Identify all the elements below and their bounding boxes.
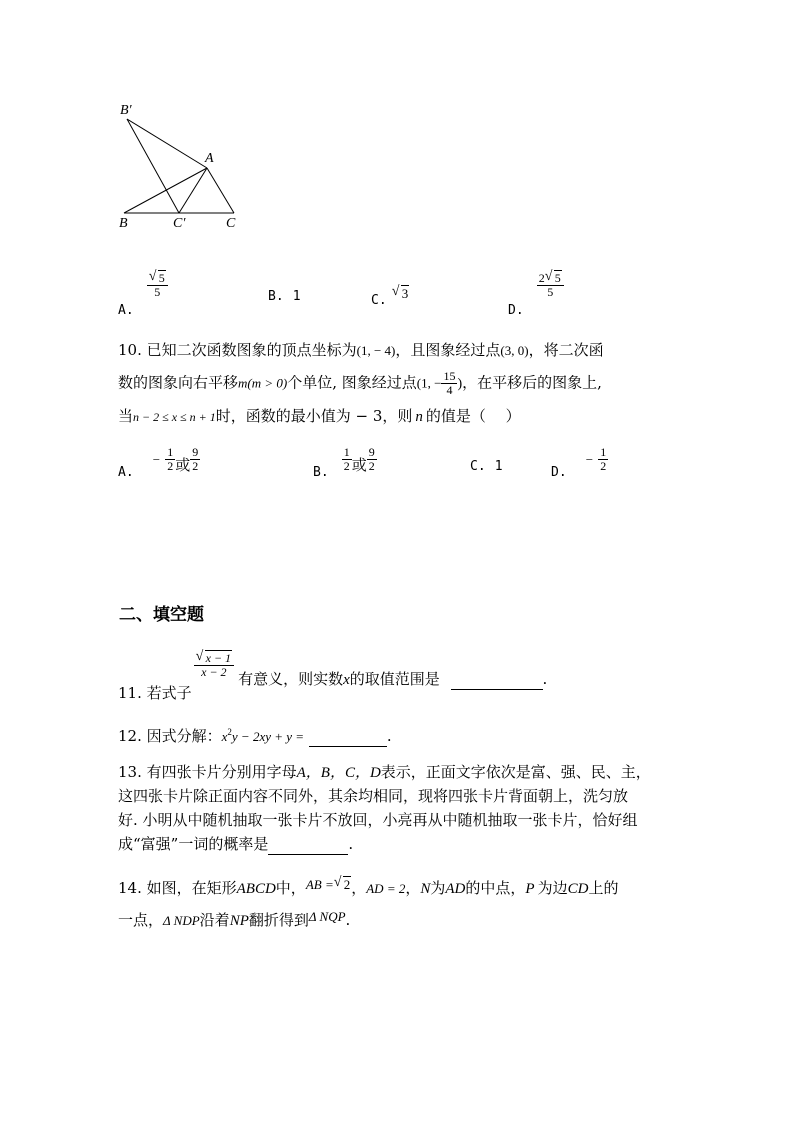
q10-option-c[interactable] (470, 455, 503, 474)
option-value: 1 (494, 459, 503, 474)
option-letter: A. (118, 303, 134, 318)
q10-option-b[interactable]: $_{B.}$ $\frac{1}{2}$ 或 $\frac{9}{2}$ (313, 445, 375, 480)
label-c: C (226, 216, 236, 231)
q10-line-3: 当n − 2 ≤ x ≤ n + 1时，函数的最小值为 − 3，则 n 的值是（ ） (118, 407, 521, 425)
q13-line-3: 好. 小明从中随机抽取一张卡片不放回，小亮再从中随机抽取一张卡片，恰好组 (118, 811, 638, 829)
option-letter: C. (470, 459, 486, 474)
q10-option-a[interactable]: $_{A.}$ − $\frac{1}{2}$ 或 $\frac{9}{2}$ (118, 445, 199, 480)
section-title: 二、填空题 (119, 605, 204, 625)
q13-line-4: 成“富强”一词的概率是 . (118, 835, 354, 853)
q9-option-c[interactable] (371, 283, 409, 308)
fraction: √ $\frac{x - 1}{x - 2}$ (194, 652, 234, 679)
fraction: $\frac{9}{2}$ (192, 445, 199, 473)
segment-bprime-cprime (127, 119, 179, 213)
q9-option-a[interactable] (118, 271, 168, 318)
segment-bprime-a (127, 119, 207, 168)
q9-option-b[interactable] (268, 285, 301, 304)
sqrt-icon: √ 3 (392, 286, 410, 302)
q12: 12. 因式分解：$x^2y - 2xy + y$ = . (118, 727, 392, 745)
sqrt-icon: √ x − 1 (196, 652, 232, 665)
answer-blank[interactable] (451, 669, 543, 690)
option-letter: B. (313, 465, 329, 480)
segment-a-c (207, 168, 234, 213)
option-letter: C. (371, 293, 387, 308)
answer-blank[interactable] (309, 726, 387, 747)
option-value: 1 (292, 289, 301, 304)
q13-line-2: 这四张卡片除正面内容不同外，其余均相同，现将四张卡片背面朝上，洗匀放 (118, 787, 629, 805)
segment-cprime-a (179, 168, 207, 213)
sqrt-icon: √ 2 (334, 875, 352, 895)
label-c-prime: C′ (173, 216, 186, 231)
label-b: B (119, 216, 128, 231)
q9-option-d[interactable] (508, 271, 564, 318)
fraction: $\frac{9}{2}$ (368, 445, 375, 473)
sqrt-icon: √ 5 (149, 272, 166, 285)
fraction: $\frac{15}{4}$ (443, 369, 456, 397)
option-letter: B. (268, 289, 284, 304)
fraction: $\frac{1}{2}$ (600, 445, 607, 473)
fraction: √ $\frac{5}{5}$ (147, 272, 168, 299)
fraction: $\frac{1}{2}$ (343, 445, 350, 473)
q10-line-1: 10. 已知二次函数图象的顶点坐标为(1, − 4)，且图象经过点(3, 0)，将二次函 (118, 341, 604, 359)
q14-line-1: 14. 如图，在矩形ABCD中，AB =√ 2，AD = 2，N为AD的中点，P 为边CD上的 (118, 878, 618, 899)
option-letter: D. (508, 303, 524, 318)
answer-blank[interactable] (268, 834, 348, 855)
q11: 11. 若式子 √ $\frac{x - 1}{x - 2}$ 有意义，则实数x的取值范围是 . (118, 652, 547, 679)
label-a: A (205, 151, 214, 166)
sqrt-icon: √ 5 (545, 272, 562, 285)
q13-line-1: 13. 有四张卡片分别用字母A，B，C，D表示，正面文字依次是富、强、民、主， (118, 763, 651, 781)
option-letter: A. (118, 465, 134, 480)
q14-line-2: 一点，Δ NDP沿着NP翻折得到Δ NQP. (118, 909, 351, 929)
label-b-prime: B′ (120, 103, 132, 118)
option-letter: D. (551, 465, 567, 480)
fraction: $\frac{2√ 5}{5}$ (537, 272, 564, 299)
fraction: $\frac{1}{2}$ (167, 445, 174, 473)
segment-b-a (124, 168, 207, 213)
q10-option-d[interactable]: $_{D.}$ − $\frac{1}{2}$ (551, 445, 607, 480)
q10-line-2: 数的图象向右平移m(m > 0)个单位, 图象经过点(1, − $\frac{15}{4}$ )，在平移后的图象上, (118, 369, 602, 397)
